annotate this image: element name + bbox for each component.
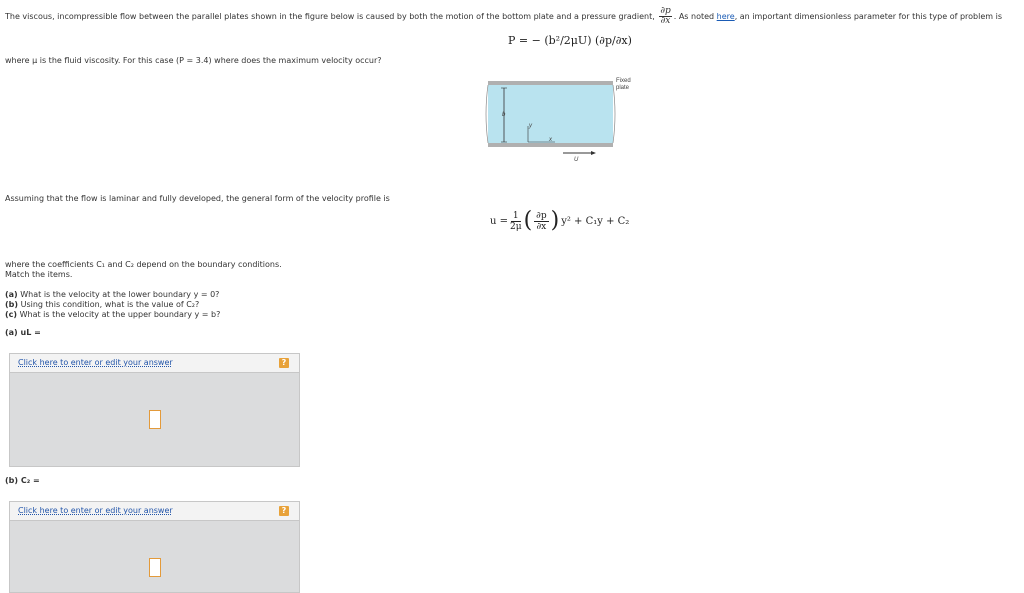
fraction-numerator: ∂p (660, 6, 671, 16)
b-label: b (502, 112, 506, 118)
intro-text: The viscous, incompressible flow between the parallel plates shown in the figure below is caused by both the motion of the bottom plate and a pressure gradient, (5, 12, 655, 21)
fraction1-denominator: 2μ (510, 221, 522, 232)
pressure-gradient-fraction (659, 7, 671, 26)
part-b-tag: (b) (5, 300, 19, 309)
help-icon[interactable]: ? (279, 506, 289, 516)
answer-box-b-header (10, 502, 299, 521)
answer-a-input[interactable] (149, 410, 161, 429)
answer-a-edit-link[interactable]: Click here to enter or edit your answer (18, 358, 173, 367)
y-label: y (529, 123, 532, 129)
equation-dimensionless-parameter: P = − (b²/2μU) (∂p/∂x) (508, 34, 632, 47)
fraction1-numerator: 1 (512, 210, 519, 221)
fraction-dp-dx (534, 211, 548, 232)
assumption-text: Assuming that the flow is laminar and fully developed, the general form of the velocity profile is (5, 194, 390, 203)
equation-rest: y² + C₁y + C₂ (561, 215, 630, 227)
fixed-plate-label-line1: Fixed (616, 78, 631, 84)
part-b-text: Using this condition, what is the value of C₂? (20, 300, 200, 309)
intro-text-mid: . As noted (673, 12, 715, 21)
part-a-text: What is the velocity at the lower boundary y = 0? (20, 290, 220, 299)
equation-lhs: u = (490, 215, 508, 227)
question-text: where μ is the fluid viscosity. For this case (P = 3.4) where does the maximum velocity occur? (5, 56, 382, 65)
fixed-plate-label (616, 78, 631, 92)
question-parts (5, 290, 220, 320)
answer-box-a-header (10, 354, 299, 373)
fraction-one-over-2mu (510, 211, 522, 232)
answer-box-a[interactable] (9, 353, 300, 467)
answer-b-edit-link[interactable]: Click here to enter or edit your answer (18, 506, 173, 515)
fraction-denominator: ∂x (660, 16, 671, 26)
x-label: x (549, 137, 552, 143)
answer-b-label: (b) C₂ = (5, 476, 40, 485)
fraction2-denominator: ∂x (536, 221, 547, 232)
part-c (5, 310, 220, 320)
top-plate (488, 81, 613, 85)
part-c-tag: (c) (5, 310, 18, 319)
help-icon[interactable]: ? (279, 358, 289, 368)
part-a (5, 290, 220, 300)
part-a-tag: (a) (5, 290, 18, 299)
intro-text-after: , an important dimensionless parameter for this type of problem is (734, 12, 1002, 21)
answer-box-b[interactable] (9, 501, 300, 593)
problem-intro (5, 7, 1002, 26)
match-instructions: Match the items. (5, 270, 73, 279)
answer-b-input[interactable] (149, 558, 161, 577)
bottom-plate (488, 143, 613, 147)
equation-velocity-profile: u = $\frac{1}{2\mu}$ ( $\frac{\partial p}{\partial x}$ ) y² + C₁y + C₂ (490, 208, 630, 233)
fluid-region (488, 85, 613, 143)
part-c-text: What is the velocity at the upper boundary y = b? (19, 310, 221, 319)
here-link[interactable]: here (716, 12, 735, 21)
U-label: U (574, 157, 579, 163)
fraction2-numerator: ∂p (536, 210, 547, 221)
coefficients-text: where the coefficients C₁ and C₂ depend on the boundary conditions. (5, 260, 282, 269)
part-b (5, 300, 220, 310)
fixed-plate-label-line2: plate (616, 85, 630, 91)
answer-a-label: (a) uL = (5, 328, 41, 337)
